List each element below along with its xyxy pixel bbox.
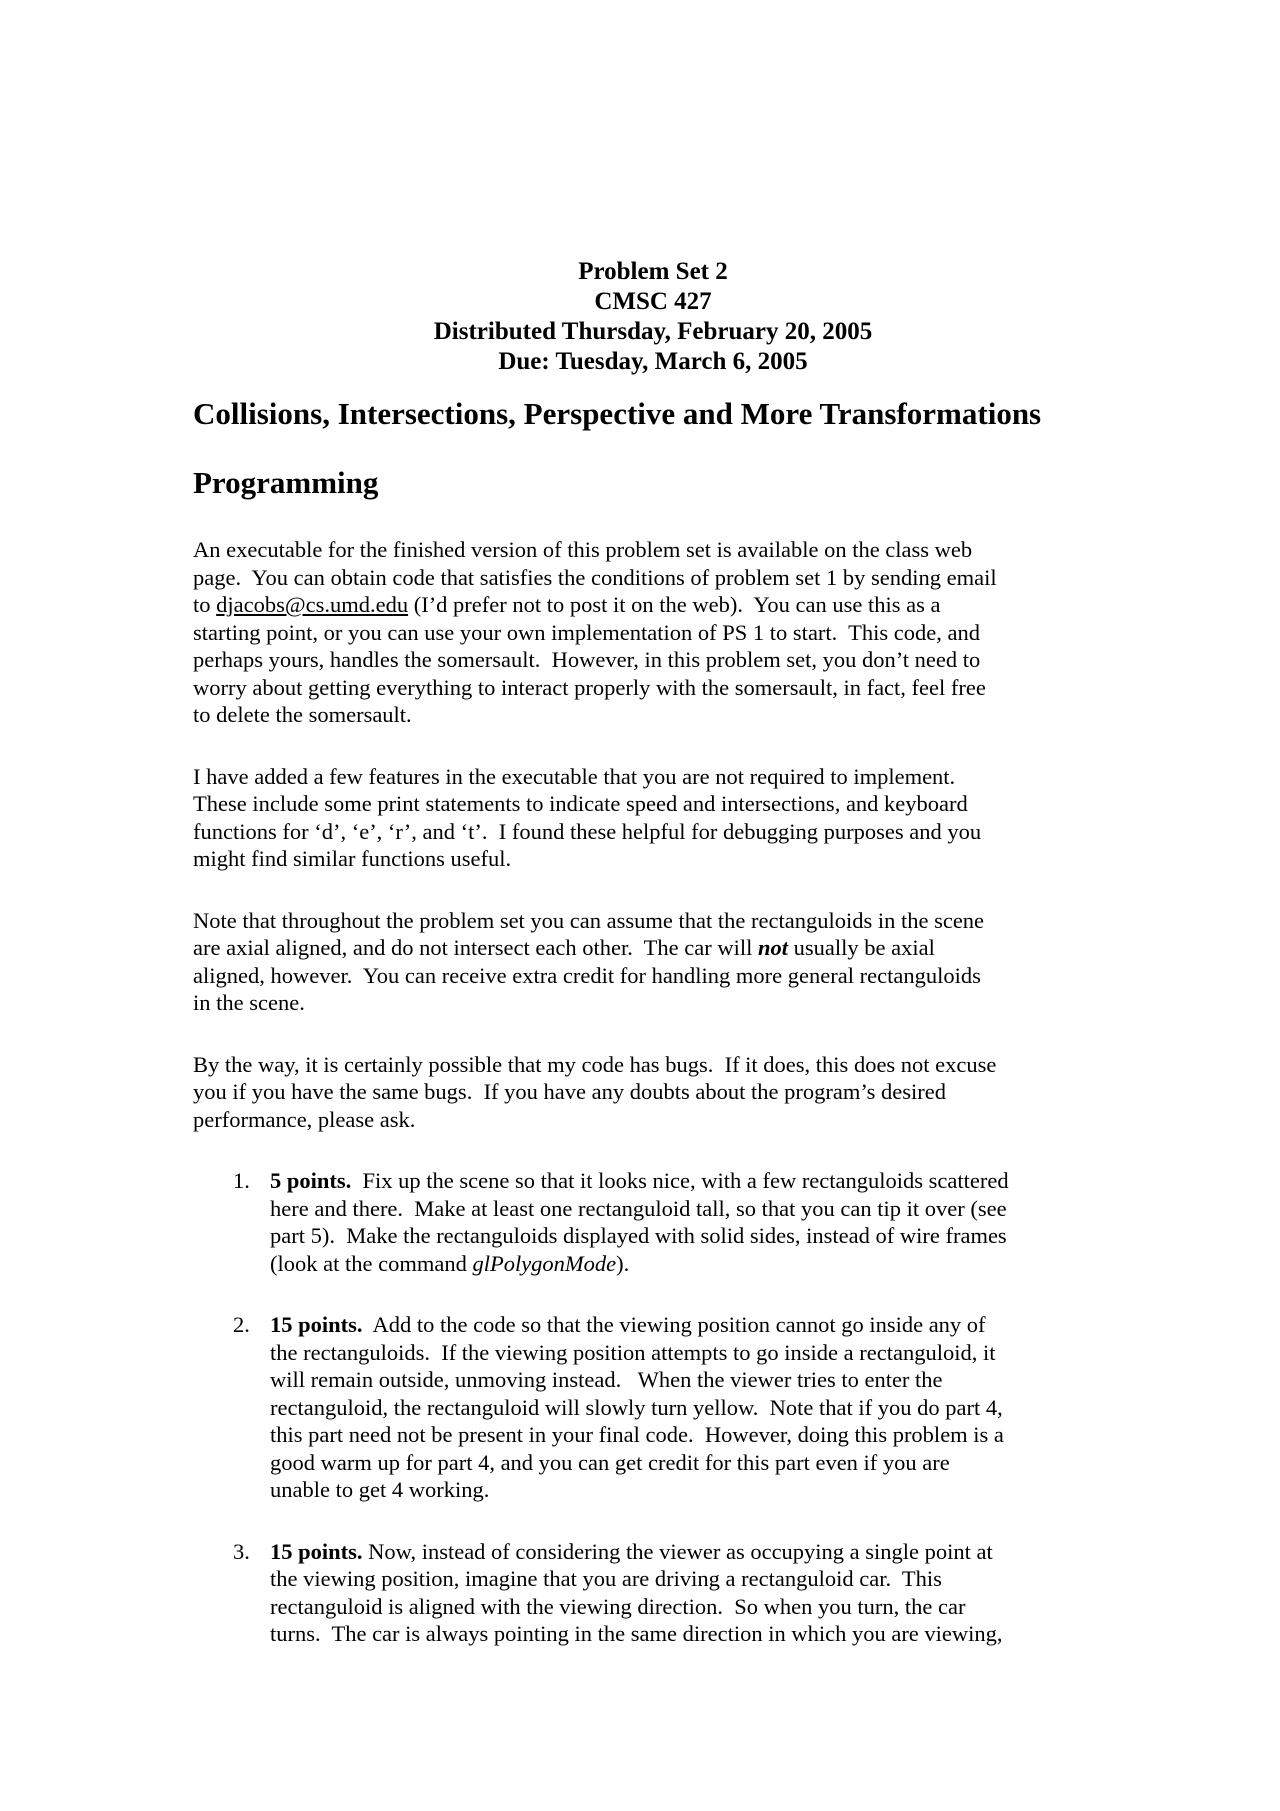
text-line xyxy=(270,1311,1113,1339)
text-segment: 5 points. xyxy=(270,1168,352,1193)
text-line xyxy=(193,934,1113,962)
text-line xyxy=(193,646,1113,674)
text-line xyxy=(193,1078,1113,1106)
text-line xyxy=(270,1538,1113,1566)
text-segment: the rectanguloids. If the viewing position attempts to go inside a rectanguloid, it xyxy=(270,1339,996,1365)
text-segment: ). xyxy=(616,1250,630,1276)
text-segment: Note that throughout the problem set you can assume that the rectanguloids in the scene xyxy=(193,907,985,933)
text-segment: usually be axial xyxy=(788,935,935,960)
text-segment: unable to get 4 working. xyxy=(270,1477,490,1502)
text-line xyxy=(193,536,1113,564)
text-line xyxy=(270,1195,1113,1223)
text-line xyxy=(270,1449,1113,1477)
text-segment: are axial aligned, and do not intersect each other. The car will xyxy=(193,935,758,960)
text-segment: in the scene. xyxy=(193,990,305,1015)
text-segment: might find similar functions useful. xyxy=(193,846,512,871)
text-segment: By the way, it is certainly possible that my code has bugs. If it does, this does not excuse xyxy=(193,1051,997,1077)
text-line xyxy=(270,1476,1113,1504)
paragraph-code-bugs xyxy=(193,1051,1113,1134)
text-line xyxy=(193,674,1113,702)
paragraph-added-features xyxy=(193,763,1113,873)
text-segment: perhaps yours, handles the somersault. However, in this problem set, you don’t need to xyxy=(193,647,981,672)
text-segment: page. You can obtain code that satisfies the conditions of problem set 1 by sending email xyxy=(193,564,997,590)
text-line xyxy=(270,1620,1113,1648)
text-segment: (I’d prefer not to post it on the web). You can use this as a xyxy=(408,592,941,617)
text-segment: the viewing position, imagine that you are driving a rectanguloid car. This xyxy=(270,1566,942,1591)
text-segment: turns. The car is always pointing in the same direction in which you are viewing, xyxy=(270,1621,1003,1646)
text-line xyxy=(193,907,1113,935)
text-segment: rectanguloid is aligned with the viewing direction. So when you turn, the car xyxy=(270,1593,966,1619)
text-line xyxy=(270,1394,1113,1422)
text-segment: rectanguloid, the rectanguloid will slowly turn yellow. Note that if you do part 4, xyxy=(270,1394,1003,1420)
list-item-3-number: 3. xyxy=(233,1538,250,1564)
text-segment: to delete the somersault. xyxy=(193,702,412,727)
text-segment: Add to the code so that the viewing position cannot go inside any of xyxy=(362,1312,986,1337)
text-line xyxy=(193,818,1113,846)
text-line xyxy=(270,1339,1113,1367)
document-header xyxy=(193,257,1113,377)
text-segment: performance, please ask. xyxy=(193,1106,416,1132)
email-link[interactable]: djacobs@cs.umd.edu xyxy=(216,592,409,617)
text-segment: will remain outside, unmoving instead. When the viewer tries to enter the xyxy=(270,1367,943,1392)
text-segment: glPolygonMode xyxy=(472,1250,617,1276)
text-line xyxy=(193,763,1113,791)
text-line xyxy=(193,1106,1113,1134)
list-item-2-number: 2. xyxy=(233,1312,250,1337)
text-line xyxy=(270,1366,1113,1394)
paragraph-executable xyxy=(193,536,1113,729)
text-segment: worry about getting everything to interact properly with the somersault, in fact, feel free xyxy=(193,674,986,700)
list-item-1 xyxy=(193,1167,1113,1277)
text-line xyxy=(270,1167,1113,1195)
text-segment: starting point, or you can use your own implementation of PS 1 to start. This code, and xyxy=(193,619,980,645)
text-segment: aligned, however. You can receive extra credit for handling more general rectanguloids xyxy=(193,962,981,988)
text-segment: this part need not be present in your final code. However, doing this problem is a xyxy=(270,1422,1004,1447)
text-line xyxy=(193,591,1113,619)
text-segment: An executable for the finished version of this problem set is available on the class web xyxy=(193,537,973,562)
list-item-1-text xyxy=(270,1167,1113,1277)
text-segment: Fix up the scene so that it looks nice, with a few rectanguloids scattered xyxy=(351,1168,1009,1193)
text-line xyxy=(193,790,1113,818)
text-segment: These include some print statements to indicate speed and intersections, and keyboard xyxy=(193,791,968,816)
header-line-distributed-date: Distributed Thursday, February 20, 2005 xyxy=(433,318,873,345)
text-line xyxy=(270,1565,1113,1593)
list-item-1-number: 1. xyxy=(233,1168,250,1193)
text-line xyxy=(193,989,1113,1017)
list-item-3-text xyxy=(270,1538,1113,1648)
section-heading-programming: Programming xyxy=(193,465,379,500)
document-title: Collisions, Intersections, Perspective and More Transformations xyxy=(193,396,1042,431)
text-segment: Now, instead of considering the viewer as occupying a single point at xyxy=(362,1538,993,1564)
text-segment: 15 points. xyxy=(270,1538,363,1564)
text-line xyxy=(270,1421,1113,1449)
text-line xyxy=(193,845,1113,873)
list-item-3 xyxy=(193,1538,1113,1648)
text-line xyxy=(193,701,1113,729)
text-segment: not xyxy=(757,935,788,960)
text-segment: here and there. Make at least one rectanguloid tall, so that you can tip it over (see xyxy=(270,1195,1007,1221)
text-line xyxy=(270,1250,1113,1278)
text-line xyxy=(193,1051,1113,1079)
header-line-problem-set: Problem Set 2 xyxy=(578,258,728,285)
paragraph-note-rectanguloids xyxy=(193,907,1113,1017)
text-line xyxy=(270,1593,1113,1621)
text-segment: you if you have the same bugs. If you have any doubts about the program’s desired xyxy=(193,1079,946,1104)
text-segment: good warm up for part 4, and you can get credit for this part even if you are xyxy=(270,1449,950,1475)
text-segment: 15 points. xyxy=(270,1312,363,1337)
text-segment: I have added a few features in the executable that you are not required to implement. xyxy=(193,763,956,789)
header-line-course: CMSC 427 xyxy=(594,288,712,315)
text-segment: (look at the command xyxy=(270,1250,473,1276)
text-segment: functions for ‘d’, ‘e’, ‘r’, and ‘t’. I found these helpful for debugging purposes and you xyxy=(193,818,982,844)
text-line xyxy=(270,1222,1113,1250)
text-line xyxy=(193,564,1113,592)
list-item-2-text xyxy=(270,1311,1113,1504)
text-line xyxy=(193,619,1113,647)
text-line xyxy=(193,962,1113,990)
text-segment: part 5). Make the rectanguloids displayed with solid sides, instead of wire frames xyxy=(270,1223,1007,1248)
text-segment: to xyxy=(193,592,217,617)
list-item-2 xyxy=(193,1311,1113,1504)
header-line-due-date: Due: Tuesday, March 6, 2005 xyxy=(498,348,808,375)
